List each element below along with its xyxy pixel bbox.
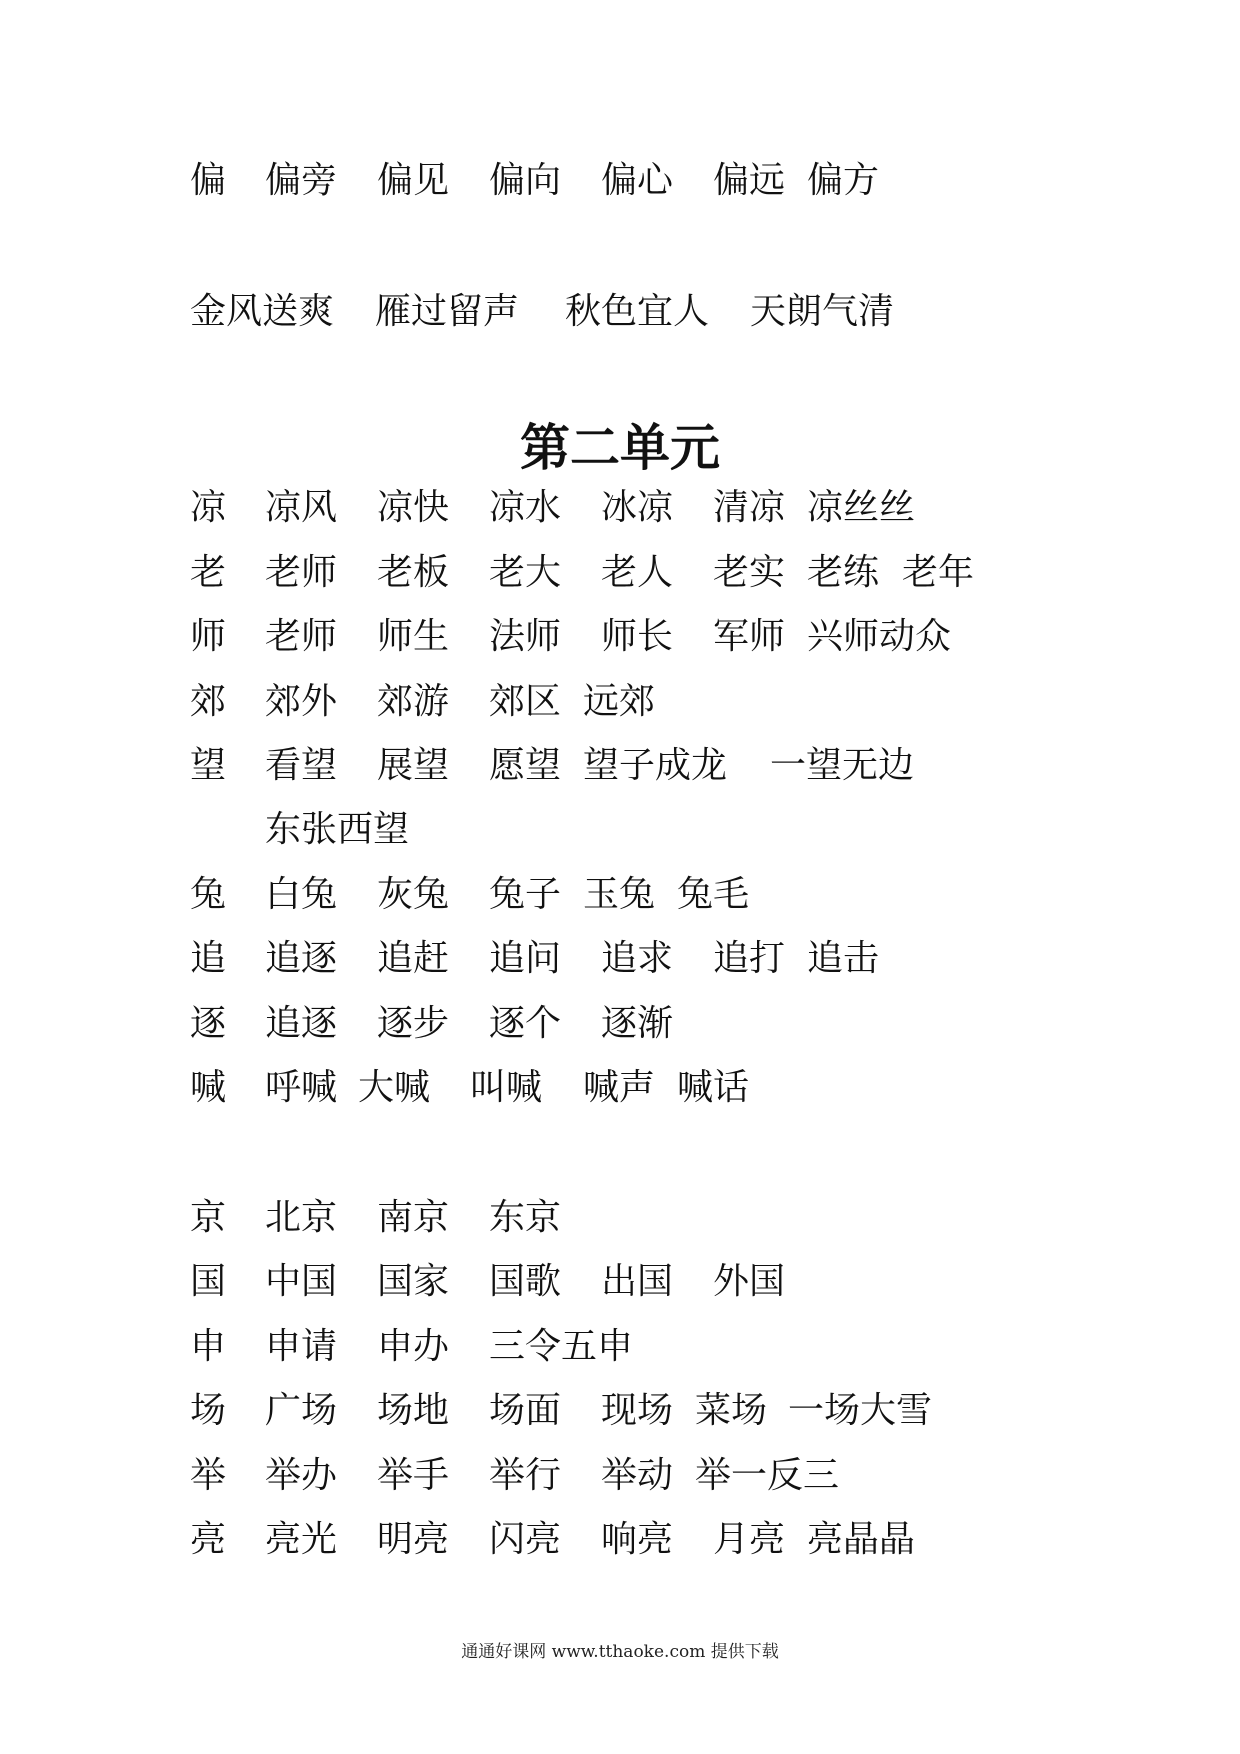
word: 老练 (807, 552, 880, 593)
word: 一场大雪 (788, 1390, 933, 1431)
word: 偏心 (601, 160, 674, 201)
word: 场面 (489, 1390, 562, 1431)
word: 现场 (601, 1390, 674, 1431)
word: 亮光 (265, 1519, 338, 1560)
word: 追逐 (265, 938, 338, 979)
idiom: 秋色宜人 (565, 291, 710, 332)
word: 追赶 (377, 938, 450, 979)
word: 逐步 (377, 1003, 450, 1044)
word: 偏向 (489, 160, 562, 201)
word: 一望无边 (770, 745, 915, 786)
word: 法师 (489, 616, 562, 657)
word: 举动 (601, 1455, 674, 1496)
head-char: 场 (190, 1390, 227, 1431)
word: 逐个 (489, 1003, 562, 1044)
word: 师长 (601, 616, 674, 657)
word: 凉快 (377, 487, 450, 528)
word: 老板 (377, 552, 450, 593)
word: 郊游 (377, 681, 450, 722)
word: 追逐 (265, 1003, 338, 1044)
word: 大喊 (358, 1067, 431, 1108)
word: 凉丝丝 (807, 487, 916, 528)
word: 举一反三 (695, 1455, 840, 1496)
word: 明亮 (377, 1519, 450, 1560)
word: 凉风 (265, 487, 338, 528)
head-char: 举 (190, 1455, 227, 1496)
word: 师生 (377, 616, 450, 657)
idiom: 天朗气清 (750, 291, 895, 332)
word: 白兔 (265, 874, 338, 915)
word: 举办 (265, 1455, 338, 1496)
word: 东京 (489, 1197, 562, 1238)
word: 闪亮 (489, 1519, 562, 1560)
word: 偏方 (807, 160, 880, 201)
word: 老大 (489, 552, 562, 593)
word: 菜场 (695, 1390, 768, 1431)
head-char: 国 (190, 1261, 227, 1302)
word: 清凉 (713, 487, 786, 528)
head-char: 望 (190, 745, 227, 786)
word: 老实 (713, 552, 786, 593)
head-char: 逐 (190, 1003, 227, 1044)
word: 兔毛 (677, 874, 750, 915)
word: 军师 (713, 616, 786, 657)
word: 举手 (377, 1455, 450, 1496)
word: 凉水 (489, 487, 562, 528)
word: 喊声 (583, 1067, 656, 1108)
word: 兔子 (489, 874, 562, 915)
word: 郊外 (265, 681, 338, 722)
word: 郊区 (489, 681, 562, 722)
head-char: 偏 (190, 160, 227, 201)
word: 老人 (601, 552, 674, 593)
head-char: 申 (190, 1326, 227, 1367)
word: 逐渐 (601, 1003, 674, 1044)
word: 中国 (265, 1261, 338, 1302)
word: 看望 (265, 745, 338, 786)
head-char: 追 (190, 938, 227, 979)
word: 月亮 (713, 1519, 786, 1560)
word: 叫喊 (470, 1067, 543, 1108)
word: 东张西望 (265, 809, 410, 850)
head-char: 喊 (190, 1067, 227, 1108)
word: 响亮 (601, 1519, 674, 1560)
head-char: 兔 (190, 874, 227, 915)
word: 老师 (265, 552, 338, 593)
word: 呼喊 (265, 1067, 338, 1108)
word: 亮晶晶 (807, 1519, 916, 1560)
word: 南京 (377, 1197, 450, 1238)
word: 出国 (601, 1261, 674, 1302)
word: 愿望 (489, 745, 562, 786)
word: 广场 (265, 1390, 338, 1431)
head-char: 亮 (190, 1519, 227, 1560)
head-char: 京 (190, 1197, 227, 1238)
head-char: 郊 (190, 681, 227, 722)
word: 申请 (265, 1326, 338, 1367)
word: 追问 (489, 938, 562, 979)
word: 喊话 (677, 1067, 750, 1108)
word: 北京 (265, 1197, 338, 1238)
head-char: 师 (190, 616, 227, 657)
word: 追求 (601, 938, 674, 979)
word: 外国 (713, 1261, 786, 1302)
idiom: 金风送爽 (190, 291, 335, 332)
word: 偏远 (713, 160, 786, 201)
head-char: 凉 (190, 487, 227, 528)
word: 举行 (489, 1455, 562, 1496)
word: 望子成龙 (583, 745, 728, 786)
word: 国歌 (489, 1261, 562, 1302)
idiom: 雁过留声 (375, 291, 520, 332)
word: 玉兔 (583, 874, 656, 915)
word: 偏见 (377, 160, 450, 201)
word: 三令五申 (489, 1326, 634, 1367)
word: 老年 (902, 552, 975, 593)
word: 展望 (377, 745, 450, 786)
word: 国家 (377, 1261, 450, 1302)
unit-title: 第二单元 (520, 418, 720, 477)
head-char: 老 (190, 552, 227, 593)
word: 冰凉 (601, 487, 674, 528)
word: 申办 (377, 1326, 450, 1367)
page-footer: 通通好课网 www.tthaoke.com 提供下载 (461, 1642, 779, 1662)
word: 追击 (807, 938, 880, 979)
word: 追打 (713, 938, 786, 979)
word: 偏旁 (265, 160, 338, 201)
word: 远郊 (583, 681, 656, 722)
word: 灰兔 (377, 874, 450, 915)
word: 兴师动众 (807, 616, 952, 657)
word: 场地 (377, 1390, 450, 1431)
word: 老师 (265, 616, 338, 657)
